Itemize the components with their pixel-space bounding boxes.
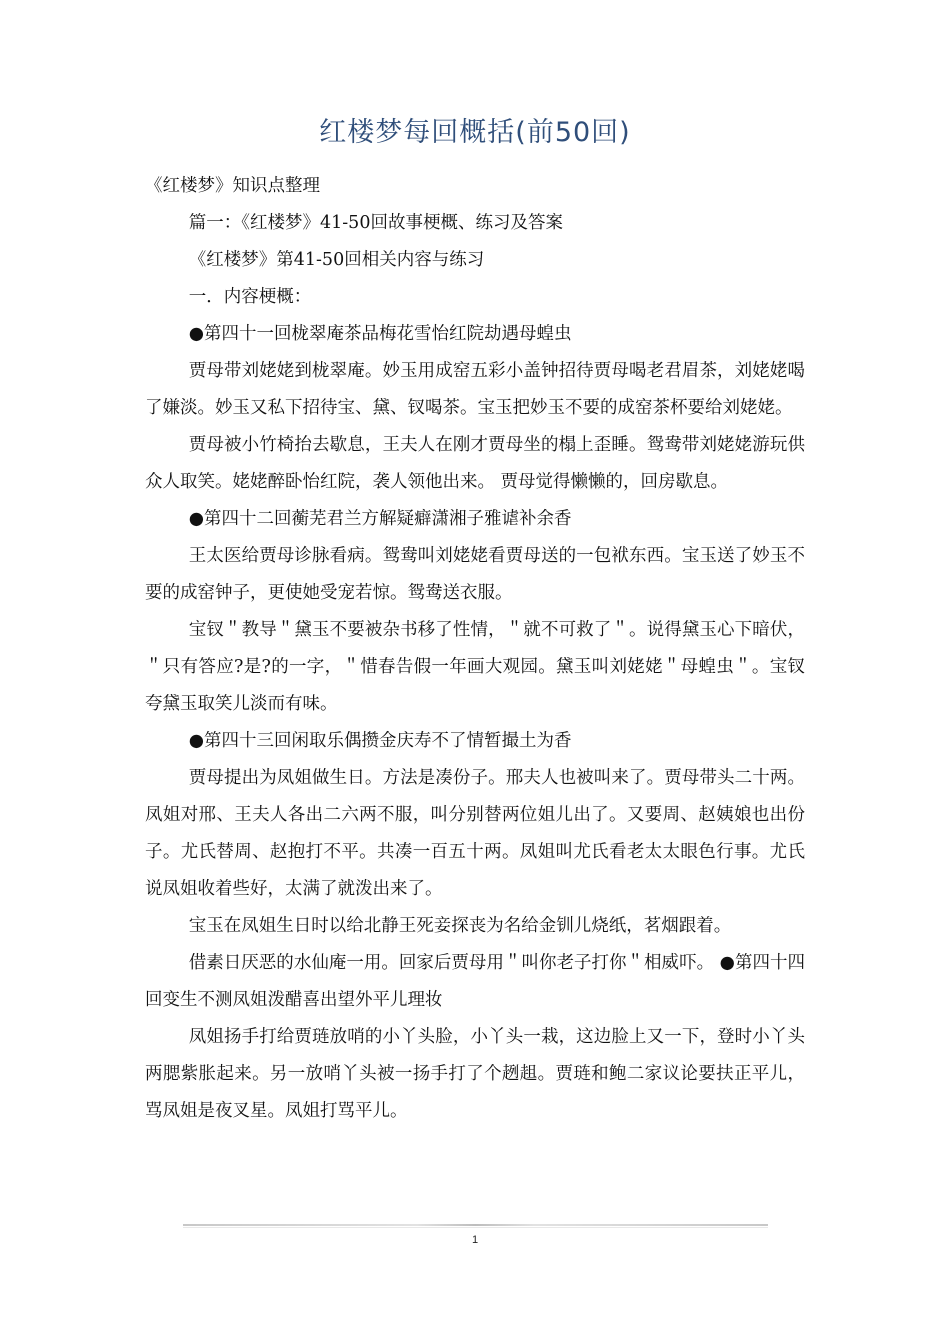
paragraph: 《红楼梦》第41-50回相关内容与练习 — [188, 250, 485, 270]
paragraph-heading: 《红楼梦》知识点整理 — [145, 176, 320, 196]
chapter-heading: ●第四十一回栊翠庵茶品梅花雪怡红院劫遇母蝗虫 — [188, 324, 572, 344]
paragraph: 凤姐扬手打给贾琏放哨的小丫头脸，小丫头一栽，这边脸上又一下，登时小丫头两腮紫胀起来。另一放哨丫头被一扬手打了个趔趄。贾琏和鲍二家议论要扶正平儿，骂凤姐是夜叉星。凤姐打骂平儿。 — [145, 1027, 805, 1121]
paragraph: 王太医给贾母诊脉看病。鸳鸯叫刘姥姥看贾母送的一包袱东西。宝玉送了妙玉不要的成窑钟子，更使她受宠若惊。鸳鸯送衣服。 — [145, 546, 805, 603]
footer-divider — [183, 1224, 768, 1226]
paragraph: 一．内容梗概： — [188, 287, 312, 307]
paragraph: 贾母提出为凤姐做生日。方法是凑份子。邢夫人也被叫来了。贾母带头二十两。凤姐对邢、王夫人各出二六两不服，叫分别替两位姐儿出了。又要周、赵姨娘也出份子。尤氏替周、赵抱打不平。共凑一百五十两。凤姐叫尤氏看老太太眼色行事。尤氏说凤姐收着些好，太满了就泼出来了。 — [145, 768, 805, 899]
page-number: 1 — [471, 1234, 479, 1246]
paragraph: 贾母被小竹椅抬去歇息，王夫人在刚才贾母坐的榻上歪睡。鸳鸯带刘姥姥游玩供众人取笑。姥姥醉卧怡红院，袭人领他出来。 贾母觉得懒懒的，回房歇息。 — [145, 435, 805, 492]
paragraph: 篇一：《红楼梦》41-50回故事梗概、练习及答案 — [188, 213, 563, 233]
chapter-heading: ●第四十二回蘅芜君兰方解疑癖潇湘子雅谑补余香 — [188, 509, 572, 529]
chapter-heading: ●第四十三回闲取乐偶攒金庆寿不了情暂撮土为香 — [188, 731, 572, 751]
document-body — [145, 168, 805, 1130]
paragraph: 贾母带刘姥姥到栊翠庵。妙玉用成窑五彩小盖钟招待贾母喝老君眉茶，刘姥姥喝了嫌淡。妙玉又私下招待宝、黛、钗喝茶。宝玉把妙玉不要的成窑茶杯要给刘姥姥。 — [145, 361, 805, 418]
paragraph: 宝玉在凤姐生日时以给北静王死妾探丧为名给金钏儿烧纸，茗烟跟着。 — [188, 916, 732, 936]
document-title: 红楼梦每回概括(前50回) — [319, 117, 631, 148]
paragraph: 借素日厌恶的水仙庵一用。回家后贾母用＂叫你老子打你＂相威吓。 ●第四十四回变生不测凤姐泼醋喜出望外平儿理妆 — [145, 953, 805, 1010]
footer-divider-shadow — [183, 1227, 768, 1228]
paragraph: 宝钗＂教导＂黛玉不要被杂书移了性情，＂就不可救了＂。说得黛玉心下暗伏，＂只有答应?是?的一字，＂惜春告假一年画大观园。黛玉叫刘姥姥＂母蝗虫＂。宝钗夸黛玉取笑儿淡而有味。 — [145, 620, 805, 714]
